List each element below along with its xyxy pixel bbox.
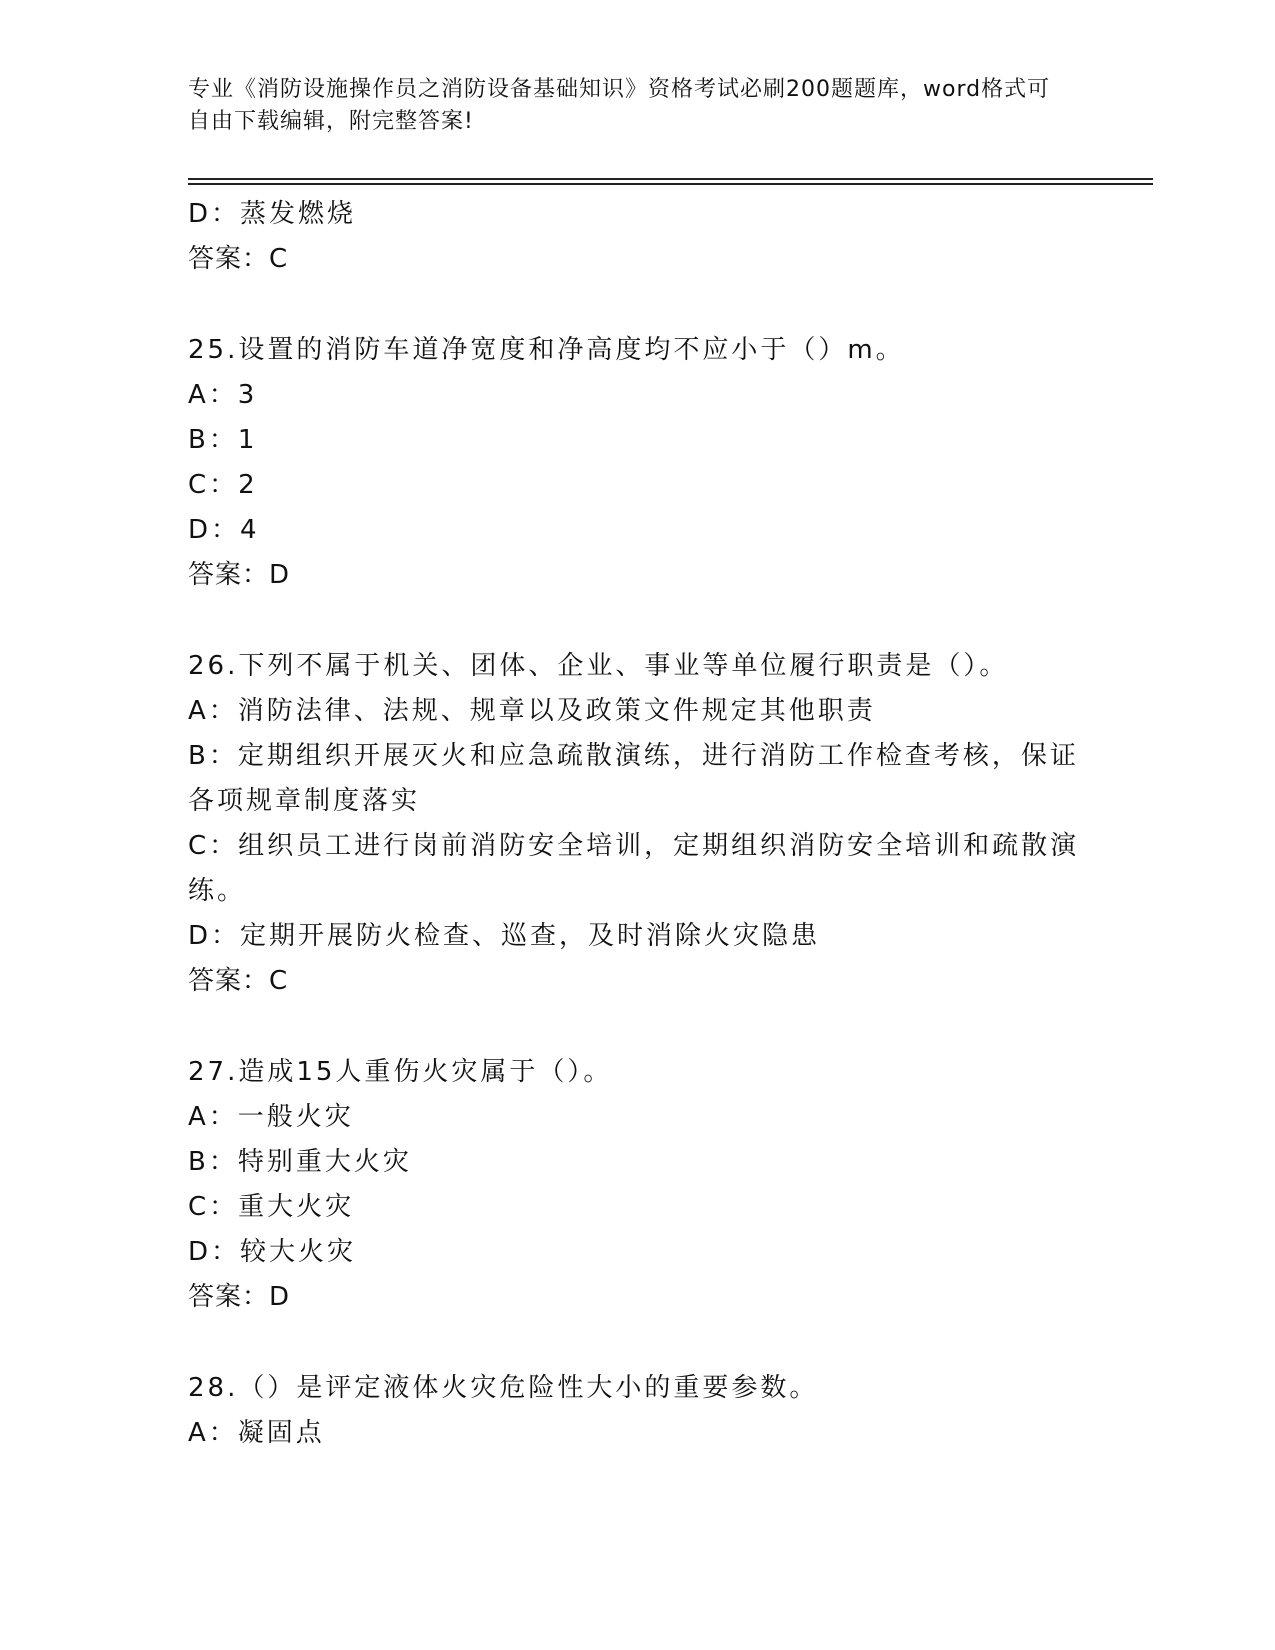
header-rule-bottom	[188, 183, 1153, 185]
option-a: A：消防法律、法规、规章以及政策文件规定其他职责	[188, 696, 876, 726]
option-c: C：重大火灾	[188, 1192, 355, 1222]
option-b: B：定期组织开展灭火和应急疏散演练，进行消防工作检查考核，保证各项规章制度落实	[188, 741, 1079, 816]
question-list	[188, 192, 1088, 1456]
question-25	[188, 328, 1088, 598]
option-a: A：凝固点	[188, 1418, 325, 1448]
option-b: B：特别重大火灾	[188, 1147, 412, 1177]
answer: 答案：C	[188, 244, 289, 274]
question-stem: 28.（）是评定液体火灾危险性大小的重要参数。	[188, 1373, 819, 1403]
option-d: D：4	[188, 515, 260, 545]
spacer	[188, 282, 1088, 328]
question-28	[188, 1366, 1088, 1456]
option-d: D：较大火灾	[188, 1237, 357, 1267]
option-c: C：2	[188, 470, 258, 500]
option-a: A：一般火灾	[188, 1102, 354, 1132]
spacer	[188, 598, 1088, 644]
spacer	[188, 1004, 1088, 1050]
spacer	[188, 1320, 1088, 1366]
question-stem: 25.设置的消防车道净宽度和净高度均不应小于（）m。	[188, 335, 905, 365]
question-stem: 27.造成15人重伤火灾属于（）。	[188, 1057, 613, 1087]
header-rule-top	[188, 178, 1153, 180]
question-stem: 26.下列不属于机关、团体、企业、事业等单位履行职责是（）。	[188, 651, 1009, 681]
question-26	[188, 644, 1088, 1004]
option-d: D：蒸发燃烧	[188, 199, 357, 229]
option-d: D：定期开展防火检查、巡查，及时消除火灾隐患	[188, 921, 821, 951]
option-b: B：1	[188, 425, 258, 455]
option-a: A：3	[188, 380, 258, 410]
answer: 答案：D	[188, 1282, 291, 1312]
option-c: C：组织员工进行岗前消防安全培训，定期组织消防安全培训和疏散演练。	[188, 831, 1080, 906]
answer: 答案：C	[188, 966, 289, 996]
document-header: 专业《消防设施操作员之消防设备基础知识》资格考试必刷200题题库，word格式可自由下载编辑，附完整答案!	[188, 77, 1051, 134]
answer: 答案：D	[188, 560, 291, 590]
question-27	[188, 1050, 1088, 1320]
